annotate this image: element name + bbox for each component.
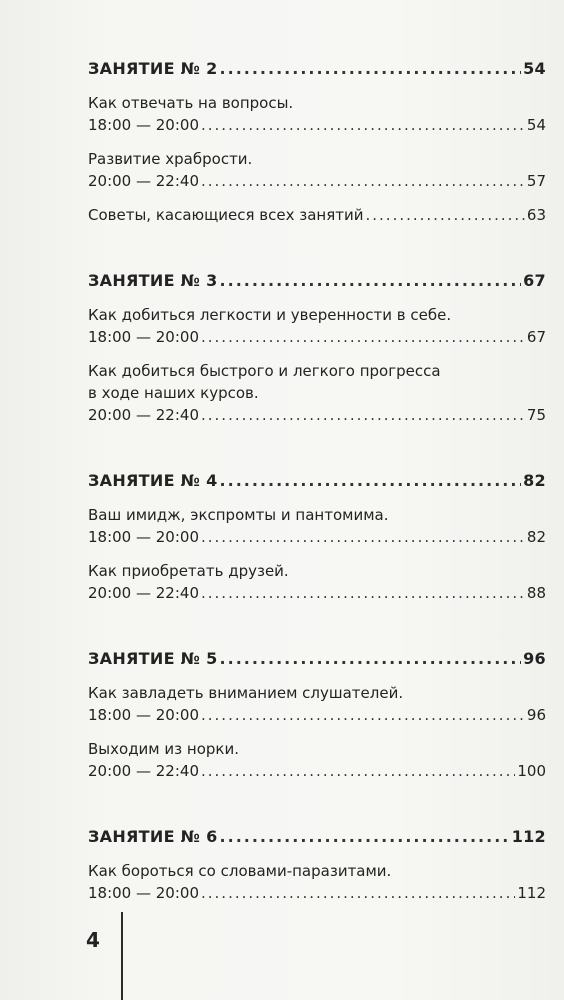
entry-time: 18:00 — 20:00 <box>88 116 199 134</box>
dot-leader <box>201 114 525 136</box>
entry-title-line: Как бороться со словами-паразитами. <box>88 862 392 880</box>
session-title: ЗАНЯТИЕ № 2 <box>88 59 218 78</box>
dot-leader <box>220 270 522 292</box>
entry-leader-row <box>88 526 546 548</box>
dot-leader <box>201 526 525 548</box>
dot-leader <box>201 326 525 348</box>
dot-leader <box>220 58 522 80</box>
entry-page: 75 <box>526 406 546 424</box>
entry-leader-row <box>88 704 546 726</box>
page-number: 4 <box>86 928 100 952</box>
entry-title-line: Как добиться быстрого и легкого прогресса <box>88 362 441 380</box>
entry-leader-row <box>88 114 546 136</box>
session-heading <box>88 58 546 80</box>
entry-title-line: Как добиться легкости и уверенности в себе. <box>88 306 452 324</box>
entry-leader-row <box>88 170 546 192</box>
session-heading <box>88 826 546 848</box>
entry-time: 20:00 — 22:40 <box>88 584 199 602</box>
entry-leader-row <box>88 326 546 348</box>
toc-entry <box>88 148 546 192</box>
entry-page: 67 <box>526 328 546 346</box>
session-spacer <box>88 426 546 470</box>
entry-time: 20:00 — 22:40 <box>88 762 199 780</box>
dot-leader <box>201 170 525 192</box>
session-title: ЗАНЯТИЕ № 4 <box>88 471 218 490</box>
table-of-contents <box>88 58 546 904</box>
entry-leader-row <box>88 204 546 226</box>
entry-time: Советы, касающиеся всех занятий <box>88 206 364 224</box>
toc-session <box>88 826 546 904</box>
entry-page: 54 <box>526 116 546 134</box>
entry-time: 20:00 — 22:40 <box>88 172 199 190</box>
entry-page: 96 <box>526 706 546 724</box>
toc-session <box>88 270 546 426</box>
session-title: ЗАНЯТИЕ № 3 <box>88 271 218 290</box>
entry-time: 18:00 — 20:00 <box>88 884 199 902</box>
session-heading <box>88 648 546 670</box>
entry-leader-row <box>88 882 546 904</box>
session-page: 112 <box>511 827 546 846</box>
entry-page: 57 <box>526 172 546 190</box>
session-page: 82 <box>523 471 546 490</box>
dot-leader <box>201 704 525 726</box>
toc-entry <box>88 560 546 604</box>
toc-session <box>88 648 546 782</box>
entry-title-line: Выходим из норки. <box>88 740 239 758</box>
entry-title-line: Ваш имидж, экспромты и пантомима. <box>88 506 389 524</box>
session-spacer <box>88 782 546 826</box>
entry-leader-row <box>88 760 546 782</box>
entry-page: 88 <box>526 584 546 602</box>
entry-page: 100 <box>517 762 546 780</box>
dot-leader <box>201 882 515 904</box>
entry-time: 18:00 — 20:00 <box>88 328 199 346</box>
entry-title-line: в ходе наших курсов. <box>88 384 259 402</box>
entry-title-line: Как отвечать на вопросы. <box>88 94 294 112</box>
entry-page: 82 <box>526 528 546 546</box>
toc-entry <box>88 204 546 226</box>
dot-leader <box>201 582 525 604</box>
dot-leader <box>220 826 510 848</box>
entry-title-line: Развитие храбрости. <box>88 150 253 168</box>
session-spacer <box>88 604 546 648</box>
toc-entry <box>88 504 546 548</box>
toc-session <box>88 470 546 604</box>
toc-entry <box>88 360 546 426</box>
session-page: 54 <box>523 59 546 78</box>
session-page: 96 <box>523 649 546 668</box>
session-spacer <box>88 226 546 270</box>
entry-leader-row <box>88 404 546 426</box>
toc-entry <box>88 738 546 782</box>
toc-entry <box>88 92 546 136</box>
entry-title-line: Как приобретать друзей. <box>88 562 289 580</box>
entry-page: 63 <box>526 206 546 224</box>
dot-leader <box>366 204 525 226</box>
session-title: ЗАНЯТИЕ № 6 <box>88 827 218 846</box>
entry-leader-row <box>88 582 546 604</box>
toc-entry <box>88 304 546 348</box>
session-title: ЗАНЯТИЕ № 5 <box>88 649 218 668</box>
entry-title-line: Как завладеть вниманием слушателей. <box>88 684 404 702</box>
toc-entry <box>88 860 546 904</box>
dot-leader <box>201 760 515 782</box>
session-heading <box>88 270 546 292</box>
session-heading <box>88 470 546 492</box>
session-page: 67 <box>523 271 546 290</box>
dot-leader <box>220 470 522 492</box>
dot-leader <box>220 648 522 670</box>
entry-page: 112 <box>517 884 546 902</box>
entry-time: 18:00 — 20:00 <box>88 528 199 546</box>
entry-time: 18:00 — 20:00 <box>88 706 199 724</box>
toc-session <box>88 58 546 226</box>
toc-entry <box>88 682 546 726</box>
dot-leader <box>201 404 525 426</box>
margin-rule <box>121 912 123 1000</box>
entry-time: 20:00 — 22:40 <box>88 406 199 424</box>
